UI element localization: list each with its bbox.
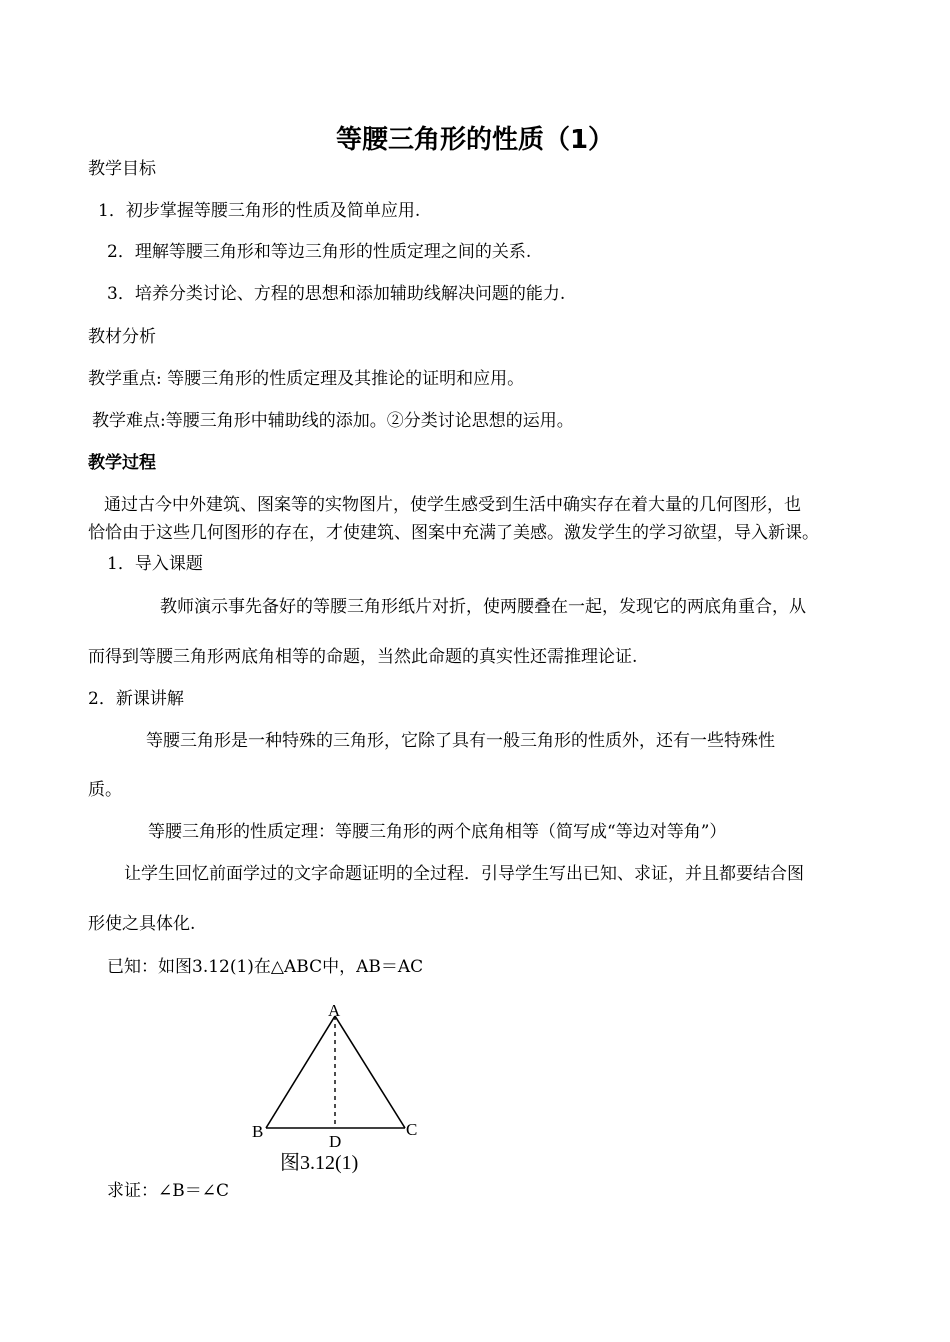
step2-paragraph-line1: 等腰三角形是一种特殊的三角形，它除了具有一般三角形的性质外，还有一些特殊性 <box>146 731 775 751</box>
triangle-figure <box>240 996 440 1176</box>
step1-paragraph-line1: 教师演示事先备好的等腰三角形纸片对折，使两腰叠在一起，发现它的两底角重合，从 <box>160 597 806 617</box>
analysis-heading: 教材分析 <box>88 327 156 347</box>
objective-item-2: 2．理解等腰三角形和等边三角形的性质定理之间的关系. <box>107 242 532 262</box>
step1-heading: 1．导入课题 <box>107 554 203 574</box>
theorem-text: 等腰三角形的性质定理：等腰三角形的两个底角相等（简写成“等边对等角”） <box>148 822 727 842</box>
difficulty-text: 教学难点:等腰三角形中辅助线的添加。②分类讨论思想的运用。 <box>92 411 574 431</box>
vertex-label-b: B <box>252 1122 264 1141</box>
intro-paragraph-line1: 通过古今中外建筑、图案等的实物图片，使学生感受到生活中确实存在着大量的几何图形，也 <box>104 495 801 515</box>
given-statement: 已知：如图3.12(1)在△ABC中，AB＝AC <box>107 957 424 977</box>
objective-item-1: 1．初步掌握等腰三角形的性质及简单应用. <box>98 201 421 221</box>
side-ab <box>266 1016 335 1128</box>
step2-paragraph-line2: 质。 <box>88 780 122 800</box>
vertex-label-a: A <box>328 1001 341 1020</box>
step1-paragraph-line2: 而得到等腰三角形两底角相等的命题，当然此命题的真实性还需推理论证. <box>88 647 638 667</box>
objective-item-3: 3．培养分类讨论、方程的思想和添加辅助线解决问题的能力. <box>107 284 566 304</box>
prove-statement: 求证：∠B＝∠C <box>107 1181 229 1201</box>
objectives-heading: 教学目标 <box>88 159 156 179</box>
vertex-label-c: C <box>406 1120 418 1139</box>
recall-paragraph-line1: 让学生回忆前面学过的文字命题证明的全过程．引导学生写出已知、求证，并且都要结合图 <box>124 864 804 884</box>
figure-caption: 图3.12(1) <box>280 1152 359 1174</box>
intro-paragraph-line2: 恰恰由于这些几何图形的存在，才使建筑、图案中充满了美感。激发学生的学习欲望，导入新课。 <box>88 523 819 543</box>
page-title: 等腰三角形的性质（1） <box>335 125 615 155</box>
process-heading: 教学过程 <box>88 453 156 473</box>
point-label-d: D <box>329 1132 342 1151</box>
recall-paragraph-line2: 形使之具体化. <box>88 914 196 934</box>
step2-heading: 2．新课讲解 <box>88 689 184 709</box>
side-ac <box>335 1016 405 1128</box>
key-point-text: 教学重点: 等腰三角形的性质定理及其推论的证明和应用。 <box>88 369 525 389</box>
